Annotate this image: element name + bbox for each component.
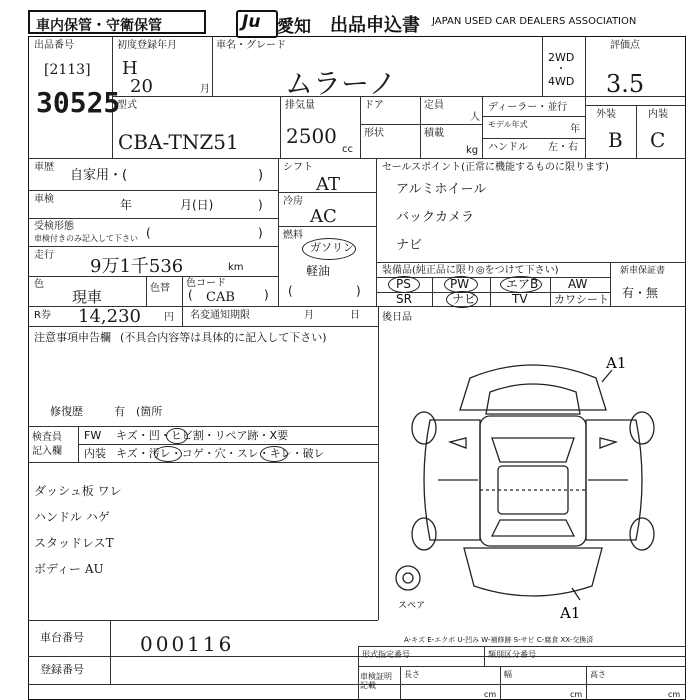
lot-number: 30525 <box>36 86 121 119</box>
dealer-label: ディーラー・並行 <box>488 102 568 113</box>
fuel-diesel: 軽油 <box>306 264 331 278</box>
selling-points-label: セールスポイント(正常に機能するものに限ります) <box>382 162 609 173</box>
equipment-navi-circle <box>446 291 478 308</box>
equipment-navi: ナビ <box>452 292 477 306</box>
inspection-month: 月(日) <box>180 198 214 212</box>
shape-label: 形状 <box>364 128 384 139</box>
repair-history-value: 有 <box>114 405 125 418</box>
car-damage-diagram <box>380 330 686 622</box>
notes-sub: (不具合内容等は具体的に記入して下さい) <box>120 331 327 344</box>
equipment-ps-circle <box>388 276 420 293</box>
mileage-value: 9万1千536 <box>90 256 184 277</box>
ju-logo <box>236 10 278 38</box>
fuel-gas: ガソリン <box>310 241 354 254</box>
handle-options: 左・右 <box>548 142 578 153</box>
wheel-front-left <box>412 412 436 444</box>
width-label: 幅 <box>504 670 512 679</box>
recycle-unit: 円 <box>164 312 174 323</box>
org-name: 愛知 <box>277 17 311 37</box>
color-label: 色 <box>34 279 44 290</box>
rating-score: 3.5 <box>606 70 645 98</box>
wheel-rear-right <box>630 518 654 550</box>
handle-label: ハンドル <box>488 142 528 153</box>
shift-value: AT <box>316 174 341 195</box>
history-close: ) <box>258 168 264 183</box>
category-number-label: 類別区分番号 <box>488 650 536 659</box>
notes-label: 注意事項申告欄 <box>34 331 111 344</box>
inspector-label-2: 記入欄 <box>32 446 62 457</box>
registration-year: 20 <box>130 76 153 97</box>
model-value: CBA-TNZ51 <box>118 130 239 154</box>
inspector-mark-3 <box>260 446 288 462</box>
length-label: 長さ <box>404 670 420 679</box>
notice-label: 名変通知期限 <box>190 310 250 321</box>
color-code: CAB <box>206 290 235 305</box>
year-unit: 年 <box>570 124 580 135</box>
inspector-interior-items: キズ・汚レ・コゲ・穴・スレ・キレ・破レ <box>116 447 325 460</box>
equipment-tv: TV <box>512 292 528 306</box>
exterior-grade: B <box>608 128 623 152</box>
inspection-year: 年 <box>120 198 133 212</box>
registration-month-unit: 月 <box>200 84 210 95</box>
repair-history-label: 修復歴 <box>50 405 83 418</box>
inspection-label: 車検 <box>34 194 54 205</box>
car-front-outline <box>460 365 606 410</box>
height-label: 高さ <box>590 670 606 679</box>
model-label: 型式 <box>117 100 137 111</box>
door-label: ドア <box>364 100 384 111</box>
car-body <box>480 416 586 546</box>
equipment-sr: SR <box>396 292 412 306</box>
shift-label: シフト <box>283 162 313 173</box>
equipment-airbag: エアB <box>506 277 539 291</box>
height-unit: cm <box>668 690 681 699</box>
exterior-label: 外装 <box>596 109 616 120</box>
color-value: 現車 <box>72 288 103 306</box>
repair-history-place: (箇所 <box>136 405 163 418</box>
accepted-open: ( <box>146 226 151 240</box>
displacement-unit: cc <box>342 144 353 155</box>
chassis-number: 000116 <box>140 632 235 656</box>
4wd-option: 4WD <box>548 75 575 88</box>
lot-number-label: 出品番号 <box>34 40 74 51</box>
selling-point-2: バックカメラ <box>396 210 475 225</box>
inspector-mark-1 <box>166 428 188 444</box>
mileage-unit: km <box>228 262 244 273</box>
car-windshield <box>492 438 574 462</box>
seats-unit: 人 <box>470 112 480 123</box>
equipment-label: 装備品(純正品に限り◎をつけて下さい) <box>382 265 559 276</box>
interior-grade: C <box>650 128 666 152</box>
color-code-open: ( <box>188 288 193 302</box>
note-line-4: ボディー AU <box>34 562 104 576</box>
registration-number-label: 登録番号 <box>40 663 84 676</box>
equipment-airbag-circle <box>500 276 542 293</box>
equipment-pw: PW <box>450 277 470 291</box>
load-label: 積載 <box>424 128 444 139</box>
fuel-close: ) <box>356 284 361 298</box>
displacement-label: 排気量 <box>285 100 315 111</box>
model-year-label: モデル年式 <box>488 120 528 129</box>
warranty-options: 有・無 <box>622 286 659 300</box>
car-roof <box>498 466 568 514</box>
damage-tag-bottom: A1 <box>560 604 581 622</box>
history-value: 自家用・( <box>70 168 128 183</box>
color-code-close: ) <box>264 288 269 302</box>
displacement-value: 2500 <box>286 124 337 148</box>
rear-items-label: 後日品 <box>382 312 412 323</box>
recycle-label: R券 <box>34 310 51 321</box>
car-name-label: 車名・グレード <box>216 40 286 51</box>
length-unit: cm <box>484 690 497 699</box>
mirror-left <box>450 438 466 448</box>
wheel-front-right <box>630 412 654 444</box>
fuel-label: 燃料 <box>283 230 303 241</box>
equipment-aw: AW <box>568 277 588 291</box>
accepted-close: ) <box>258 226 263 240</box>
color-code-label: 色コード <box>186 278 226 289</box>
2wd-option: 2WD <box>548 51 575 64</box>
lot-code: [2113] <box>44 62 91 78</box>
accepted-label: 受検形態 <box>34 221 74 232</box>
damage-legend: A-キズ E-エクボ U-凹み W-補修跡 S-サビ C-腐食 XX-交換済 <box>404 636 594 644</box>
inspector-interior: 内装 <box>84 447 106 460</box>
equipment-leather-seat: カワシート <box>554 293 609 306</box>
damage-tag-top: A1 <box>606 354 627 372</box>
selling-point-3: ナビ <box>396 238 423 253</box>
car-name-value: ムラーノ <box>285 67 397 100</box>
equipment-ps: PS <box>396 277 411 291</box>
spare-label: スペア <box>398 601 426 611</box>
interior-label: 内装 <box>648 109 668 120</box>
seats-label: 定員 <box>424 100 444 111</box>
notice-month: 月 <box>304 310 314 321</box>
note-line-3: スタッドレスT <box>34 536 114 550</box>
inspector-fw-items: キズ・凹・ヒビ割・リペア跡・X要 <box>116 429 289 442</box>
warranty-label: 新車保証書 <box>620 266 666 276</box>
inspector-mark-2 <box>154 446 182 462</box>
ac-label: 冷房 <box>283 196 303 207</box>
color-change-label: 色替 <box>150 283 170 294</box>
drive-separator: ・ <box>556 64 566 75</box>
load-unit: kg <box>466 145 479 156</box>
registration-era: H <box>122 58 138 79</box>
document-title: 出品申込書 <box>330 15 420 36</box>
inspector-fw: FW <box>84 429 102 442</box>
selling-point-1: アルミホイール <box>396 182 487 197</box>
storage-label: 車内保管・守衛保管 <box>36 18 162 34</box>
mirror-right <box>600 438 616 448</box>
spare-tire <box>396 566 420 590</box>
history-label: 車歴 <box>34 162 54 173</box>
type-designation-label: 形式指定番号 <box>362 650 410 659</box>
inspection-close: ) <box>258 198 263 212</box>
notice-day: 日 <box>350 310 360 321</box>
car-rear-window <box>492 520 574 536</box>
registration-label: 初度登録年月 <box>117 40 177 51</box>
fuel-open: ( <box>288 284 293 298</box>
accepted-note: 車検付きのみ記入して下さい <box>34 234 138 243</box>
ac-value: AC <box>310 206 337 227</box>
note-line-2: ハンドル ハゲ <box>34 510 110 524</box>
recycle-value: 14,230 <box>78 306 141 327</box>
certificate-label: 車検証明記載 <box>360 672 392 690</box>
note-line-1: ダッシュ板 ワレ <box>34 484 122 498</box>
ju-logo-text: Ju <box>242 12 261 32</box>
association-name: JAPAN USED CAR DEALERS ASSOCIATION <box>432 16 637 27</box>
chassis-label: 車台番号 <box>40 631 84 644</box>
rating-label: 評価点 <box>610 40 640 51</box>
car-rear-outline <box>464 548 602 596</box>
mileage-label: 走行 <box>34 250 54 261</box>
wheel-rear-left <box>412 518 436 550</box>
storage-label-box <box>28 10 206 34</box>
inspector-label-1: 検査員 <box>32 432 62 443</box>
width-unit: cm <box>570 690 583 699</box>
